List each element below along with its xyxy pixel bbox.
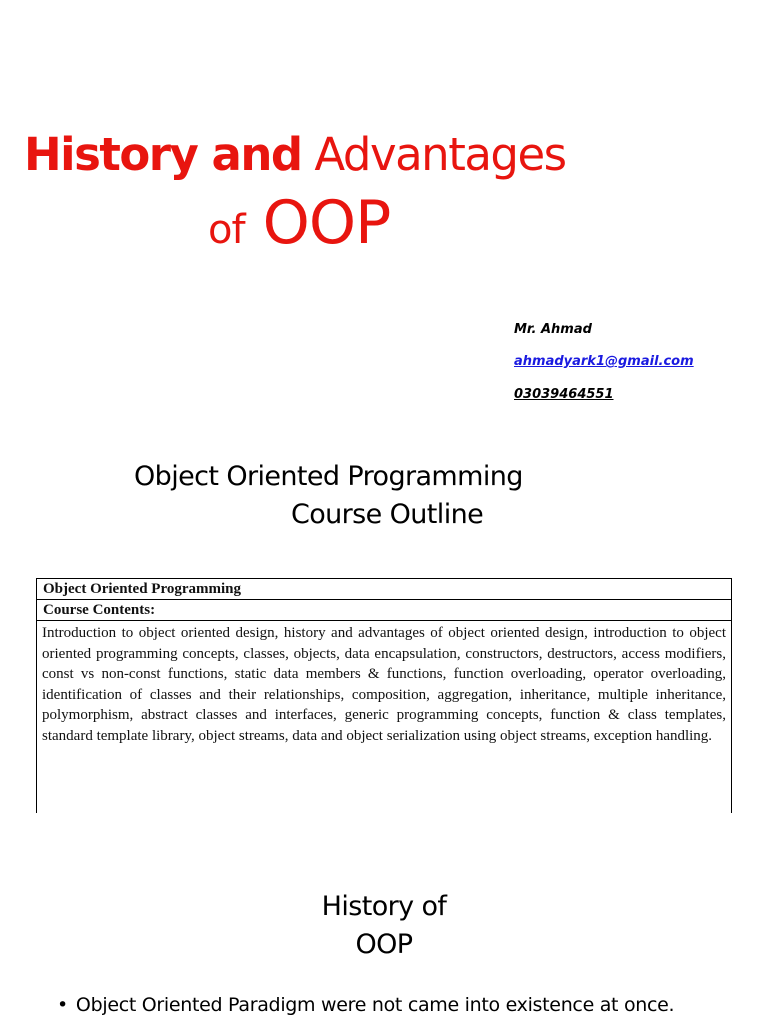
table-row-course-name: Object Oriented Programming <box>37 579 731 600</box>
author-name: Mr. Ahmad <box>514 322 592 337</box>
bullet-symbol: • <box>57 994 68 1016</box>
table-row-contents-label: Course Contents: <box>37 600 731 621</box>
course-contents-table <box>36 578 732 813</box>
history-heading-line-1: History of <box>321 891 447 922</box>
title-line-2 <box>208 188 390 258</box>
title-bold-part: History and <box>24 128 302 181</box>
title-oop-word: OOP <box>244 188 391 258</box>
title-regular-part: Advantages <box>301 128 566 181</box>
history-heading-line-2: OOP <box>355 929 413 960</box>
course-heading-line-1: Object Oriented Programming <box>134 461 523 492</box>
history-heading <box>0 888 768 964</box>
title-of-word: of <box>208 207 245 253</box>
author-email-link[interactable]: ahmadyark1@gmail.com <box>514 354 694 369</box>
bullet-item <box>57 994 674 1016</box>
course-heading-line-2: Course Outline <box>291 499 484 530</box>
bullet-text: Object Oriented Paradigm were not came into existence at once. <box>75 994 675 1016</box>
author-phone: 03039464551 <box>514 387 614 402</box>
title-line-1 <box>24 128 566 181</box>
table-row-contents-body: Introduction to object oriented design, history and advantages of object oriented design, introduction to object oriented programming concepts, classes, objects, data encapsulation, constructors, destructors, access modifiers, const vs non-const functions, static data members & functions, function overloading, operator overloading, identification of classes and their relationships, composition, aggregation, inheritance, multiple inheritance, polymorphism, abstract classes and interfaces, generic programming concepts, function & class templates, standard template library, object streams, data and object serialization using object streams, exception handling. <box>42 625 726 744</box>
